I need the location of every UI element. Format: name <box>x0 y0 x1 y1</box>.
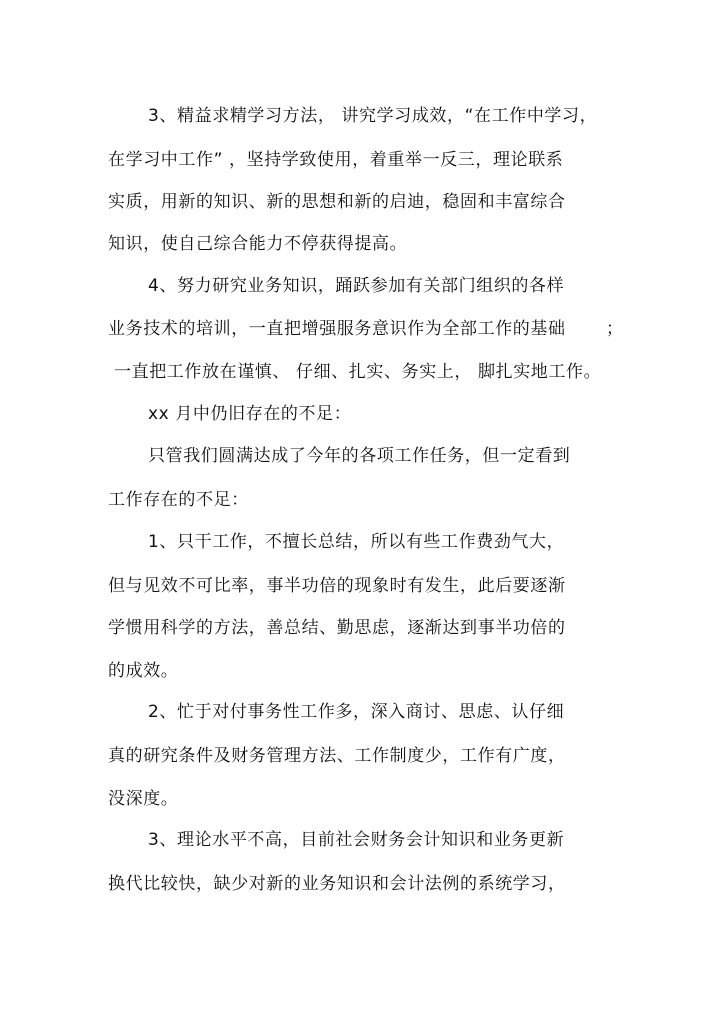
text-line: 只管我们圆满达成了今年的各项工作任务，但一定看到 <box>148 446 571 466</box>
text-line: ； <box>606 319 624 339</box>
text-line: 在学习中工作” ，坚持学致使用，着重举一反三，理论联系 <box>108 150 564 170</box>
text-line: 3、理论水平不高，目前社会财务会计知识和业务更新 <box>148 830 565 850</box>
text-line: 实质，用新的知识、新的思想和新的启迪，稳固和丰富综合 <box>108 192 566 212</box>
text-line: 知识，使自己综合能力不停获得提高。 <box>108 234 408 254</box>
text-line: 2、忙于对付事务性工作多，深入商讨、思虑、认仔细 <box>148 702 565 722</box>
text-line: 4、努力研究业务知识，踊跃参加有关部门组织的各样 <box>148 276 565 296</box>
text-line: xx 月中仍旧存在的不足： <box>148 404 352 424</box>
text-line: 换代比较快，缺少对新的业务知识和会计法例的系统学习， <box>108 874 566 894</box>
text-line: 3、精益求精学习方法， 讲究学习成效，“在工作中学习， <box>148 106 598 126</box>
text-line: 一直把工作放在谨慎、 仔细、扎实、务实上， 脚扎实地工作。 <box>114 362 602 382</box>
text-line: 工作存在的不足： <box>108 490 249 510</box>
text-line: 真的研究条件及财务管理方法、工作制度少，工作有广度， <box>108 746 566 766</box>
text-line: 的成效。 <box>108 661 179 681</box>
text-line: 但与见效不可比率，事半功倍的现象时有发生，此后要逐渐 <box>108 576 566 596</box>
text-line: 业务技术的培训，一直把增强服务意识作为全部工作的基础 <box>108 319 566 339</box>
text-line: 学惯用科学的方法，善总结、勤思虑，逐渐达到事半功倍的 <box>108 618 566 638</box>
text-line: 没深度。 <box>108 789 179 809</box>
text-line: 1、只干工作，不擅长总结，所以有些工作费劲气大， <box>148 532 565 552</box>
